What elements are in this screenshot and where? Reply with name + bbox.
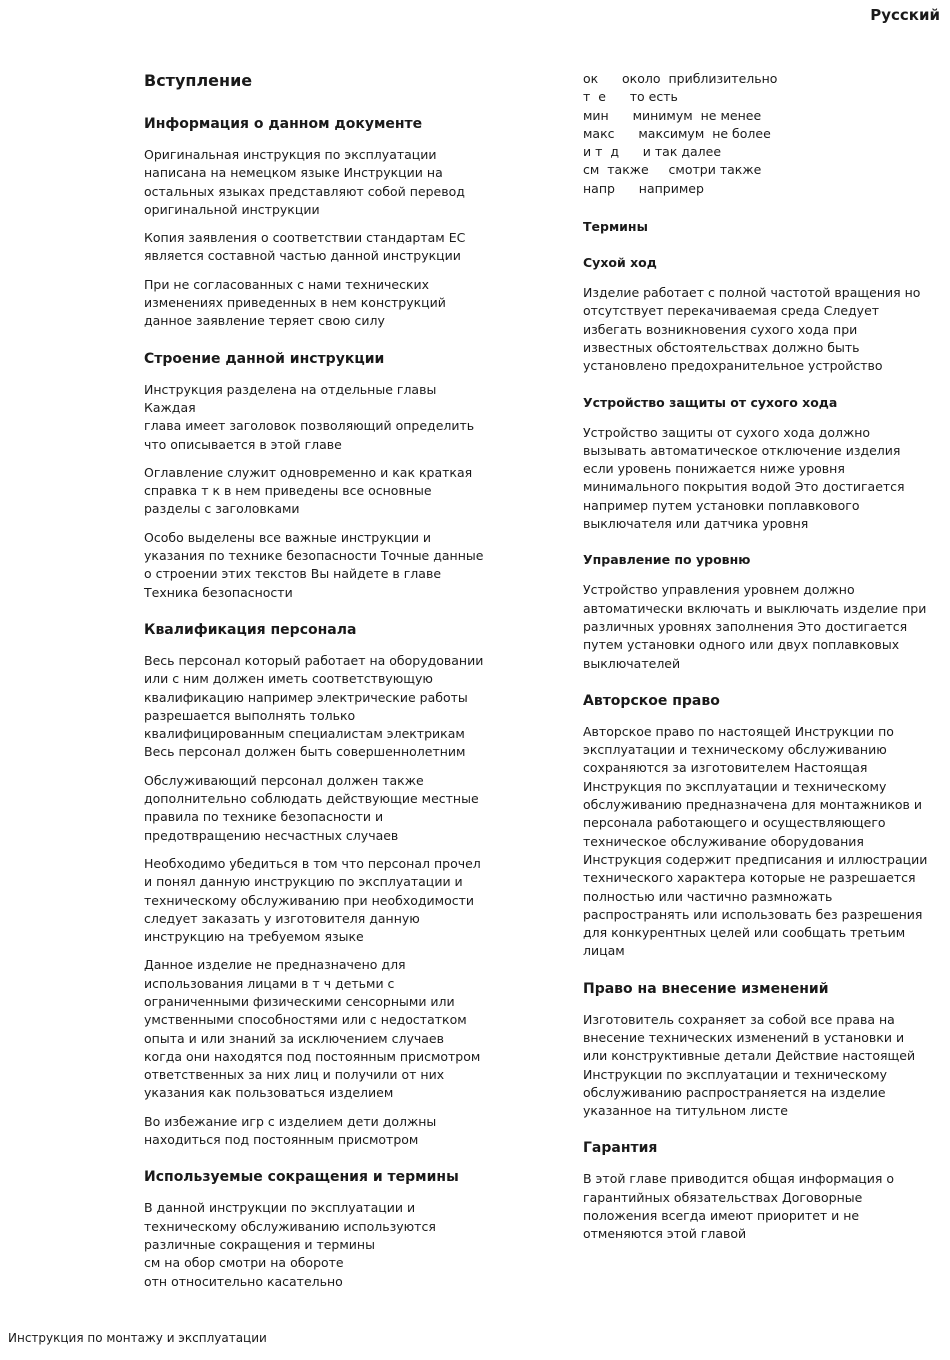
paragraph: Во избежание игр с изделием дети должны находиться под постоянным присмотром xyxy=(144,1113,437,1148)
section-warranty xyxy=(583,1138,933,1243)
terms-heading: Термины xyxy=(583,219,648,235)
section-document-info xyxy=(144,114,489,331)
paragraph: При не согласованных с нами технических изменениях приведенных в нем конструкций данное заявление теряет свою силу xyxy=(144,276,446,329)
abbreviation-item: т е то есть xyxy=(583,89,678,105)
paragraph: Изготовитель сохраняет за собой все права на внесение технических изменений в установки и или конструктивные детали Действие настоящей Инструкции по эксплуатации и техническому обслуживанию распространяется на изделие указанное на титульном листе xyxy=(583,1011,916,1119)
chapter-title: Вступление xyxy=(144,71,253,90)
paragraph: Особо выделены все важные инструкции и указания по технике безопасности Точные данные о строении этих текстов Вы найдете в главе Техника безопасности xyxy=(144,529,484,600)
paragraph: Оригинальная инструкция по эксплуатации написана на немецком языке Инструкции на остальных языках представляют собой перевод оригинальной инструкции xyxy=(144,147,465,217)
section-heading: Гарантия xyxy=(583,1140,658,1157)
paragraph: Изделие работает с полной частотой вращения но отсутствует перекачиваемая среда Следует избегать возникновения сухого хода при известных обстоятельствах должно быть установлено предохранительное устройство xyxy=(583,285,921,374)
paragraph: Устройство защиты от сухого хода должно вызывать автоматическое отключение изделия если уровень понижается ниже уровня минимального покрытия водой Это достигается например путем установки поплавкового выключателя или датчика уровня xyxy=(583,424,905,532)
paragraph: Инструкция разделена на отдельные главы Каждая глава имеет заголовок позволяющий определить что описывается в этой главе xyxy=(144,381,475,452)
paragraph: Авторское право по настоящей Инструкции по эксплуатации и техническому обслуживанию сохраняются за изготовителем Настоящая Инструкция по эксплуатации и техническому обслуживанию предназначена для монтажников и персонала работающего и осуществляющего техническое обслуживание оборудования Инструкция содержит предписания и иллюстрации технического характера которые не разрешается полностью или частично размножать распространять или использовать без разрешения для конкурентных целей или сообщать третьим лицам xyxy=(583,723,928,959)
term-heading: Устройство защиты от сухого хода xyxy=(583,394,838,410)
right-column xyxy=(583,70,933,1262)
paragraph: Необходимо убедиться в том что персонал прочел и понял данную инструкцию по эксплуатации и техническому обслуживанию при необходимости следует заказать у изготовителя данную инструкцию на требуемом языке xyxy=(144,855,481,945)
section-heading: Строение данной инструкции xyxy=(144,350,385,367)
paragraph: Обслуживающий персонал должен также дополнительно соблюдать действующие местные правила по технике безопасности и предотвращению несчастных случаев xyxy=(144,772,479,843)
term-dry-run xyxy=(583,254,933,375)
paragraph: Весь персонал который работает на оборудовании или с ним должен иметь соответствующую квалификацию например электрические работы разрешается выполнять только квалифицированным специалистам электрикам Весь персонал должен быть совершеннолетним xyxy=(144,652,484,760)
paragraph: Оглавление служит одновременно и как краткая справка т к в нем приведены все основные разделы с заголовками xyxy=(144,464,473,517)
left-column xyxy=(144,70,489,1309)
paragraph: В этой главе приводится общая информация о гарантийных обязательствах Договорные положения всегда имеют приоритет и не отменяются этой главой xyxy=(583,1171,895,1242)
abbreviation-item: напр например xyxy=(583,180,704,196)
section-copyright xyxy=(583,691,933,961)
term-level-control xyxy=(583,551,933,672)
abbreviation-item: макс максимум не более xyxy=(583,125,771,141)
section-heading: Право на внесение изменений xyxy=(583,980,829,997)
footer-text: Инструкция по монтажу и эксплуатации xyxy=(8,1331,267,1345)
abbreviation-item: мин минимум не менее xyxy=(583,107,762,123)
abbreviation-list xyxy=(583,70,933,198)
term-dry-run-protection xyxy=(583,394,933,534)
term-heading: Управление по уровню xyxy=(583,552,751,568)
abbreviation-item: см также смотри также xyxy=(583,162,762,178)
paragraph: Устройство управления уровнем должно автоматически включать и выключать изделие при различных уровнях заполнения Это достигается путем установки одного или двух поплавковых выключателей xyxy=(583,582,927,671)
section-structure xyxy=(144,349,489,602)
section-heading: Используемые сокращения и термины xyxy=(144,1169,459,1186)
abbreviation-item: и т д и так далее xyxy=(583,144,722,160)
abbreviation-item: ок около приблизительно xyxy=(583,71,778,86)
section-heading: Квалификация персонала xyxy=(144,621,357,638)
term-heading: Сухой ход xyxy=(583,255,657,271)
paragraph: Копия заявления о соответствии стандартам ЕС является составной частью данной инструкции xyxy=(144,230,466,264)
paragraph: В данной инструкции по эксплуатации и техническому обслуживанию используются различные сокращения и термины см на обор смотри на обороте отн относительно касательно xyxy=(144,1200,436,1289)
section-abbreviations xyxy=(144,1167,489,1290)
section-changes xyxy=(583,979,933,1121)
paragraph: Данное изделие не предназначено для использования лицами в т ч детьми с ограниченными физическими сенсорными или умственными способностями или с недостатком опыта и или знаний за исключением случаев когда они находятся под постоянным присмотром ответственных за них лиц и получили от них указания как пользоваться изделием xyxy=(144,957,481,1101)
section-qualification xyxy=(144,620,489,1149)
section-heading: Информация о данном документе xyxy=(144,116,423,132)
language-label: Русский xyxy=(870,6,940,24)
section-heading: Авторское право xyxy=(583,692,720,709)
